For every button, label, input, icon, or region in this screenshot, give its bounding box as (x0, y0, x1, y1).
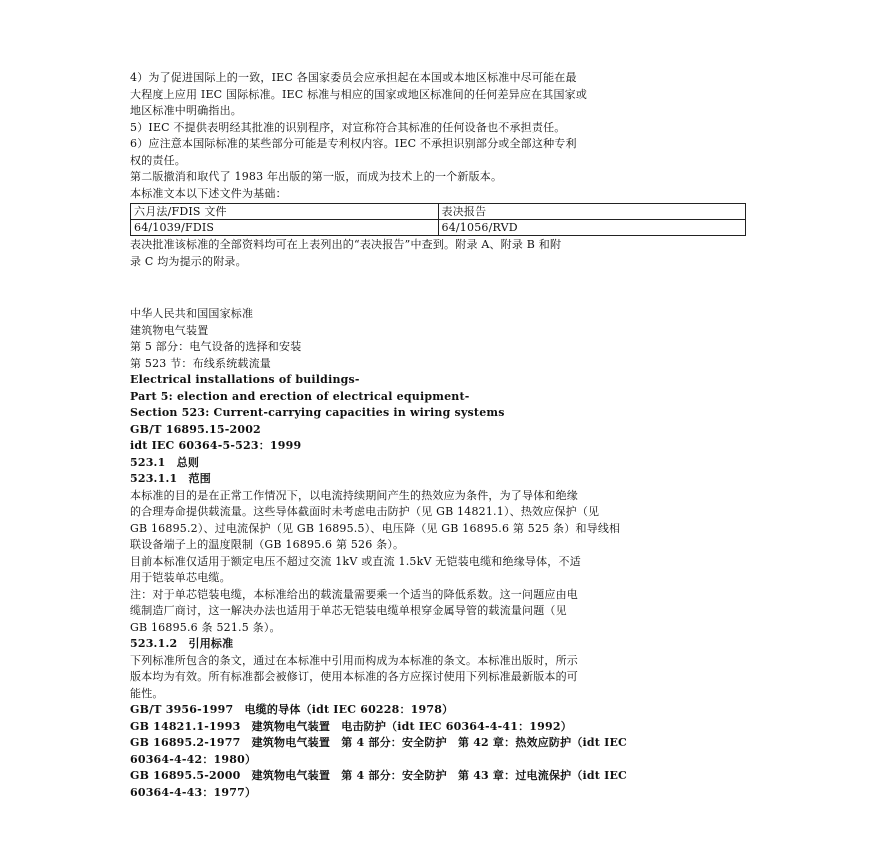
text-line: 第二版撤消和取代了 1983 年出版的第一版，而成为技术上的一个新版本。 (130, 170, 503, 183)
text-line: 地区标准中明确指出。 (130, 104, 242, 117)
table-header-row (131, 204, 746, 220)
text-line: 本标准的目的是在正常工作情况下，以电流持续期间产生的热效应为条件，为了导体和绝缘 (130, 488, 578, 502)
clause-heading: 523.1.1 范围 (130, 472, 211, 485)
reference-line: GB 16895.2-1977 建筑物电气装置 第 4 部分：安全防护 第 42 章：热效应防护（idt IEC (130, 736, 627, 749)
text-line: 联设备端子上的温度限制（GB 16895.6 第 526 条）。 (130, 538, 405, 551)
text-line: 6）应注意本国际标准的某些部分可能是专利权内容。IEC 不承担识别部分或全部这种专利 (130, 137, 577, 150)
text-line: 大程度上应用 IEC 国际标准。IEC 标准与相应的国家或地区标准间的任何差异应在其国家或 (130, 87, 588, 101)
text-line: 用于铠装单芯电缆。 (130, 571, 231, 584)
table-row (131, 220, 746, 236)
standard-title: 中华人民共和国国家标准 (130, 307, 254, 320)
text-line: 能性。 (130, 686, 164, 700)
text-line: 本标准文本以下述文件为基础： (130, 186, 287, 200)
section-title: 第 523 节：布线系统载流量 (130, 356, 271, 370)
text-line: 版本均为有效。所有标准都会被修订，使用本标准的各方应探讨使用下列标准最新版本的可 (130, 670, 578, 683)
note-line: 注：对于单芯铠装电缆，本标准给出的载流量需要乘一个适当的降低系数。这一问题应由电 (130, 587, 578, 601)
english-part: Part 5: election and erection of electrical equipment- (130, 389, 470, 403)
text-line: 目前本标准仅适用于额定电压不超过交流 1kV 或直流 1.5kV 无铠装电缆和绝缘导体，不适 (130, 554, 581, 568)
table-header-cell: 表决报告 (438, 204, 746, 220)
clause-heading: 523.1 总则 (130, 455, 200, 469)
text-line: 表决批准该标准的全部资料均可在上表列出的“表决报告”中查到。附录 A、附录 B 和附 (130, 238, 562, 251)
note-line: GB 16895.6 条 521.5 条）。 (130, 620, 281, 634)
text-line: 下列标准所包含的条文，通过在本标准中引用而构成为本标准的条文。本标准出版时，所示 (130, 653, 578, 667)
section-spacer (130, 270, 742, 306)
document-body (130, 70, 742, 801)
standard-number: GB/T 16895.15-2002 (130, 422, 261, 436)
table-cell: 64/1056/RVD (438, 220, 746, 236)
table-header-cell: 六月法/FDIS 文件 (131, 204, 439, 220)
part-title: 第 5 部分：电气设备的选择和安装 (130, 340, 302, 353)
text-line: 4）为了促进国际上的一致，IEC 各国家委员会应承担起在本国或本地区标准中尽可能在最 (130, 71, 577, 84)
intro-section (130, 70, 742, 202)
reference-line: 60364-4-43：1977） (130, 785, 257, 799)
idt-reference: idt IEC 60364-5-523：1999 (130, 439, 302, 452)
english-section: Section 523: Current-carrying capacities in wiring systems (130, 406, 505, 419)
reference-line: GB/T 3956-1997 电缆的导体（idt IEC 60228：1978） (130, 703, 454, 716)
reference-line: GB 16895.5-2000 建筑物电气装置 第 4 部分：安全防护 第 43 章：过电流保护（idt IEC (130, 769, 627, 782)
table-cell: 64/1039/FDIS (131, 220, 439, 236)
text-line: 的合理寿命提供载流量。这些导体截面时未考虑电击防护（见 GB 14821.1）、热效应保护（见 (130, 505, 600, 518)
clause-heading: 523.1.2 引用标准 (130, 637, 234, 650)
english-title: Electrical installations of buildings- (130, 373, 360, 386)
after-table-section (130, 237, 742, 270)
text-line: 权的责任。 (130, 153, 186, 167)
reference-line: 60364-4-42：1980） (130, 752, 257, 766)
text-line: 录 C 均为提示的附录。 (130, 254, 247, 268)
standard-section (130, 306, 742, 801)
standard-subtitle: 建筑物电气装置 (130, 323, 209, 337)
fdis-table (130, 203, 746, 236)
note-line: 缆制造厂商讨，这一解决办法也适用于单芯无铠装电缆单根穿金属导管的载流量问题（见 (130, 604, 567, 617)
text-line: GB 16895.2）、过电流保护（见 GB 16895.5）、电压降（见 GB 16895.6 第 525 条）和导线相 (130, 521, 621, 535)
text-line: 5）IEC 不提供表明经其批准的识别程序，对宣称符合其标准的任何设备也不承担责任。 (130, 120, 566, 134)
reference-line: GB 14821.1-1993 建筑物电气装置 电击防护（idt IEC 60364-4-41：1992） (130, 719, 572, 733)
